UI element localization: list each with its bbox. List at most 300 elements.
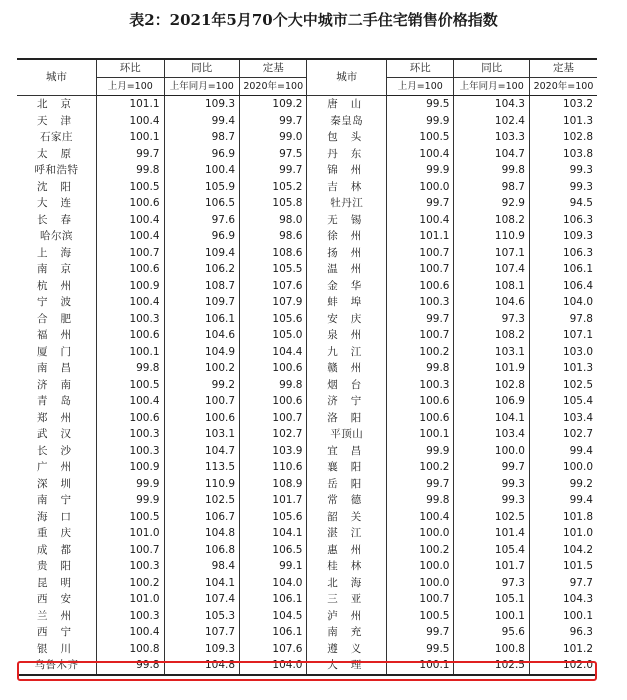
mom-cell: 100.4 (97, 228, 164, 245)
table-row (17, 113, 597, 130)
mom-cell: 100.7 (387, 245, 454, 262)
yoy-cell: 101.9 (454, 360, 530, 377)
fixed-cell: 108.9 (240, 476, 307, 493)
city-cell: 青岛 (37, 395, 85, 407)
yoy-cell: 100.0 (454, 443, 530, 460)
table-row (17, 624, 597, 641)
fixed-cell: 104.0 (529, 294, 597, 311)
city-cell: 泉州 (307, 327, 387, 344)
yoy-cell: 104.7 (164, 443, 240, 460)
city-cell: 济南 (37, 378, 85, 391)
fixed-cell: 107.6 (240, 641, 307, 658)
yoy-cell: 103.1 (454, 344, 530, 361)
yoy-cell: 109.7 (164, 294, 240, 311)
table-row (17, 179, 597, 196)
price-index-table (17, 58, 597, 676)
city-cell: 韶关 (307, 509, 387, 526)
yoy-cell: 109.4 (164, 245, 240, 262)
mom-cell: 101.0 (97, 525, 164, 542)
table-row (17, 641, 597, 658)
mom-cell: 99.7 (387, 195, 454, 212)
table-row (17, 591, 597, 608)
mom-cell: 100.3 (387, 377, 454, 394)
fixed-cell: 98.0 (240, 212, 307, 229)
mom-base-header: 上月=100 (387, 78, 454, 96)
fixed-cell: 105.8 (240, 195, 307, 212)
fixed-cell: 104.5 (240, 608, 307, 625)
mom-cell: 100.4 (97, 294, 164, 311)
fixed-cell: 97.5 (240, 146, 307, 163)
city-cell: 吉林 (307, 179, 387, 196)
mom-cell: 100.7 (387, 591, 454, 608)
highlight-box (17, 661, 597, 681)
mom-cell: 100.3 (97, 608, 164, 625)
fixed-cell: 103.8 (529, 146, 597, 163)
yoy-cell: 96.9 (164, 228, 240, 245)
city-cell: 南昌 (37, 362, 85, 374)
yoy-cell: 107.1 (454, 245, 530, 262)
fixed-cell: 102.7 (240, 426, 307, 443)
yoy-cell: 103.1 (164, 426, 240, 443)
fixed-cell: 105.4 (529, 393, 597, 410)
mom-cell: 99.8 (97, 657, 164, 675)
mom-cell: 100.5 (387, 608, 454, 625)
fixed-cell: 100.1 (529, 608, 597, 625)
table-row (17, 195, 597, 212)
city-cell: 丹东 (307, 146, 387, 163)
yoy-cell: 106.9 (454, 393, 530, 410)
yoy-cell: 100.1 (454, 608, 530, 625)
city-cell: 太原 (37, 147, 85, 160)
yoy-cell: 104.6 (454, 294, 530, 311)
mom-cell: 100.2 (387, 459, 454, 476)
mom-cell: 100.6 (387, 278, 454, 295)
mom-cell: 100.7 (97, 245, 164, 262)
yoy-header: 同比 (454, 59, 530, 78)
mom-cell: 99.7 (387, 476, 454, 493)
yoy-cell: 106.8 (164, 542, 240, 559)
yoy-cell: 102.5 (454, 509, 530, 526)
fixed-cell: 101.3 (529, 360, 597, 377)
mom-cell: 100.4 (97, 212, 164, 229)
fixed-cell: 99.3 (529, 179, 597, 196)
fixed-header: 定基 (529, 59, 597, 78)
city-cell: 深圳 (37, 477, 85, 490)
table-row (17, 327, 597, 344)
yoy-cell: 100.8 (454, 641, 530, 658)
yoy-cell: 97.6 (164, 212, 240, 229)
yoy-cell: 100.2 (164, 360, 240, 377)
yoy-cell: 103.3 (454, 129, 530, 146)
mom-base-header: 上月=100 (97, 78, 164, 96)
fixed-cell: 106.3 (529, 245, 597, 262)
yoy-cell: 102.8 (454, 377, 530, 394)
mom-cell: 100.5 (97, 179, 164, 196)
fixed-cell: 99.3 (529, 162, 597, 179)
city-cell: 赣州 (307, 360, 387, 377)
city-cell: 广州 (37, 461, 85, 473)
fixed-cell: 96.3 (529, 624, 597, 641)
mom-cell: 99.8 (97, 162, 164, 179)
city-cell: 银川 (37, 642, 85, 655)
city-cell: 兰州 (37, 609, 85, 622)
yoy-base-header: 上年同月=100 (454, 78, 530, 96)
mom-cell: 100.6 (387, 410, 454, 427)
city-header-left: 城市 (17, 59, 97, 96)
fixed-cell: 103.0 (529, 344, 597, 361)
mom-cell: 100.6 (97, 195, 164, 212)
mom-cell: 99.8 (97, 360, 164, 377)
city-cell: 桂林 (307, 558, 387, 575)
fixed-cell: 108.6 (240, 245, 307, 262)
fixed-cell: 99.4 (529, 443, 597, 460)
fixed-cell: 99.0 (240, 129, 307, 146)
city-cell: 锦州 (307, 162, 387, 179)
mom-cell: 100.6 (97, 410, 164, 427)
table-row (17, 96, 597, 113)
yoy-cell: 109.3 (164, 96, 240, 113)
mom-cell: 99.8 (387, 492, 454, 509)
mom-cell: 100.1 (97, 344, 164, 361)
mom-cell: 99.7 (97, 146, 164, 163)
yoy-cell: 95.6 (454, 624, 530, 641)
mom-cell: 100.2 (387, 542, 454, 559)
city-cell: 常德 (307, 492, 387, 509)
fixed-cell: 102.7 (529, 426, 597, 443)
city-cell: 秦皇岛 (307, 113, 387, 130)
fixed-cell: 106.3 (529, 212, 597, 229)
yoy-cell: 106.7 (164, 509, 240, 526)
fixed-cell: 103.4 (529, 410, 597, 427)
table-row (17, 542, 597, 559)
fixed-cell: 102.5 (529, 377, 597, 394)
city-cell: 长春 (37, 213, 85, 226)
city-cell: 襄阳 (307, 459, 387, 476)
table-row (17, 377, 597, 394)
yoy-base-header: 上年同月=100 (164, 78, 240, 96)
fixed-cell: 100.6 (240, 360, 307, 377)
mom-cell: 100.7 (387, 327, 454, 344)
fixed-cell: 105.2 (240, 179, 307, 196)
mom-cell: 101.1 (387, 228, 454, 245)
fixed-cell: 99.2 (529, 476, 597, 493)
yoy-cell: 102.5 (454, 657, 530, 675)
yoy-cell: 99.8 (454, 162, 530, 179)
yoy-cell: 104.3 (454, 96, 530, 113)
city-cell: 合肥 (37, 312, 85, 325)
mom-cell: 99.9 (387, 443, 454, 460)
mom-cell: 99.5 (387, 641, 454, 658)
yoy-cell: 110.9 (454, 228, 530, 245)
mom-cell: 100.4 (387, 146, 454, 163)
mom-cell: 100.5 (97, 509, 164, 526)
fixed-cell: 99.8 (240, 377, 307, 394)
fixed-cell: 101.8 (529, 509, 597, 526)
table-row (17, 525, 597, 542)
mom-cell: 99.9 (97, 476, 164, 493)
city-cell: 上海 (37, 246, 85, 259)
yoy-cell: 102.5 (164, 492, 240, 509)
table-row (17, 509, 597, 526)
mom-cell: 100.4 (97, 624, 164, 641)
fixed-cell: 107.6 (240, 278, 307, 295)
city-cell: 厦门 (37, 345, 85, 358)
mom-cell: 100.9 (97, 459, 164, 476)
city-header-right: 城市 (307, 59, 387, 96)
yoy-cell: 107.4 (164, 591, 240, 608)
mom-cell: 100.0 (387, 558, 454, 575)
city-cell: 大理 (307, 657, 387, 675)
yoy-cell: 101.7 (454, 558, 530, 575)
fixed-cell: 99.7 (240, 113, 307, 130)
fixed-cell: 107.1 (529, 327, 597, 344)
mom-cell: 100.5 (387, 129, 454, 146)
mom-cell: 100.7 (97, 542, 164, 559)
city-cell: 包头 (307, 129, 387, 146)
mom-cell: 101.0 (97, 591, 164, 608)
table-row (17, 212, 597, 229)
table-title: 表2：2021年5月70个大中城市二手住宅销售价格指数 (129, 11, 498, 29)
mom-cell: 100.4 (387, 212, 454, 229)
yoy-cell: 106.1 (164, 311, 240, 328)
mom-cell: 100.6 (97, 327, 164, 344)
fixed-cell: 98.6 (240, 228, 307, 245)
fixed-cell: 104.3 (529, 591, 597, 608)
table-row (17, 162, 597, 179)
fixed-cell: 97.7 (529, 575, 597, 592)
city-cell: 湛江 (307, 525, 387, 542)
city-cell: 大连 (37, 197, 85, 209)
city-cell: 牡丹江 (307, 195, 387, 212)
yoy-cell: 100.4 (164, 162, 240, 179)
table-row (17, 492, 597, 509)
mom-cell: 100.1 (97, 129, 164, 146)
city-cell: 惠州 (307, 542, 387, 559)
mom-cell: 100.7 (387, 261, 454, 278)
table-row (17, 278, 597, 295)
mom-cell: 100.1 (387, 426, 454, 443)
mom-cell: 100.3 (97, 558, 164, 575)
yoy-cell: 104.7 (454, 146, 530, 163)
mom-cell: 100.2 (387, 344, 454, 361)
fixed-cell: 103.2 (529, 96, 597, 113)
fixed-cell: 106.1 (240, 624, 307, 641)
fixed-cell: 103.9 (240, 443, 307, 460)
city-cell: 安庆 (307, 311, 387, 328)
city-cell: 蚌埠 (307, 294, 387, 311)
city-cell: 杭州 (37, 279, 85, 292)
city-cell: 重庆 (37, 527, 85, 539)
city-cell: 平顶山 (307, 426, 387, 443)
mom-cell: 99.7 (387, 624, 454, 641)
table-row (17, 443, 597, 460)
table-row (17, 245, 597, 262)
city-cell: 唐山 (307, 96, 387, 113)
table-row (17, 261, 597, 278)
fixed-cell: 106.1 (529, 261, 597, 278)
table-row (17, 476, 597, 493)
mom-cell: 100.3 (97, 426, 164, 443)
yoy-header: 同比 (164, 59, 240, 78)
city-cell: 三亚 (307, 591, 387, 608)
city-cell: 天津 (37, 114, 85, 127)
city-cell: 石家庄 (40, 131, 74, 143)
yoy-cell: 104.9 (164, 344, 240, 361)
yoy-cell: 98.4 (164, 558, 240, 575)
yoy-cell: 99.3 (454, 492, 530, 509)
mom-cell: 100.6 (97, 261, 164, 278)
fixed-cell: 104.1 (240, 525, 307, 542)
fixed-cell: 99.4 (529, 492, 597, 509)
fixed-cell: 100.6 (240, 393, 307, 410)
city-cell: 乌鲁木齐 (17, 657, 97, 675)
mom-cell: 100.3 (97, 311, 164, 328)
mom-cell: 100.2 (97, 575, 164, 592)
city-cell: 哈尔滨 (40, 230, 74, 242)
yoy-cell: 104.1 (164, 575, 240, 592)
fixed-cell: 110.6 (240, 459, 307, 476)
mom-cell: 100.0 (387, 179, 454, 196)
city-cell: 呼和浩特 (34, 164, 79, 176)
mom-cell: 100.5 (97, 377, 164, 394)
table-row (17, 459, 597, 476)
table-row (17, 294, 597, 311)
table-row (17, 410, 597, 427)
fixed-cell: 101.2 (529, 641, 597, 658)
city-cell: 遵义 (307, 641, 387, 658)
mom-cell: 100.0 (387, 525, 454, 542)
mom-cell: 99.5 (387, 96, 454, 113)
city-cell: 扬州 (307, 245, 387, 262)
yoy-cell: 106.2 (164, 261, 240, 278)
mom-cell: 100.3 (387, 294, 454, 311)
yoy-cell: 108.2 (454, 327, 530, 344)
yoy-cell: 113.5 (164, 459, 240, 476)
fixed-cell: 105.0 (240, 327, 307, 344)
mom-cell: 100.0 (387, 575, 454, 592)
yoy-cell: 109.3 (164, 641, 240, 658)
fixed-base-header: 2020年=100 (529, 78, 597, 96)
mom-cell: 101.1 (97, 96, 164, 113)
mom-cell: 100.4 (97, 113, 164, 130)
fixed-cell: 101.3 (529, 113, 597, 130)
yoy-cell: 107.7 (164, 624, 240, 641)
fixed-cell: 101.5 (529, 558, 597, 575)
fixed-cell: 99.7 (240, 162, 307, 179)
table-row (17, 344, 597, 361)
yoy-cell: 98.7 (454, 179, 530, 196)
mom-cell: 100.1 (387, 657, 454, 675)
yoy-cell: 99.4 (164, 113, 240, 130)
fixed-cell: 105.5 (240, 261, 307, 278)
yoy-cell: 100.6 (164, 410, 240, 427)
yoy-cell: 99.7 (454, 459, 530, 476)
city-cell: 海口 (37, 510, 85, 523)
table-row (17, 129, 597, 146)
city-cell: 南京 (37, 263, 85, 275)
city-cell: 昆明 (37, 576, 85, 589)
mom-cell: 100.4 (387, 509, 454, 526)
fixed-cell: 100.0 (529, 459, 597, 476)
yoy-cell: 105.3 (164, 608, 240, 625)
yoy-cell: 104.6 (164, 327, 240, 344)
yoy-cell: 110.9 (164, 476, 240, 493)
city-cell: 南宁 (37, 494, 85, 506)
fixed-cell: 104.0 (240, 575, 307, 592)
city-cell: 烟台 (307, 377, 387, 394)
city-cell: 无锡 (307, 212, 387, 229)
fixed-cell: 107.9 (240, 294, 307, 311)
mom-cell: 99.8 (387, 360, 454, 377)
city-cell: 泸州 (307, 608, 387, 625)
mom-cell: 99.7 (387, 311, 454, 328)
yoy-cell: 108.1 (454, 278, 530, 295)
fixed-cell: 104.0 (240, 657, 307, 675)
mom-cell: 100.3 (97, 443, 164, 460)
city-cell: 福州 (37, 329, 85, 341)
yoy-cell: 103.4 (454, 426, 530, 443)
fixed-cell: 101.7 (240, 492, 307, 509)
mom-header: 环比 (97, 59, 164, 78)
fixed-cell: 109.2 (240, 96, 307, 113)
city-cell: 温州 (307, 261, 387, 278)
city-cell: 北海 (307, 575, 387, 592)
fixed-cell: 106.1 (240, 591, 307, 608)
city-cell: 长沙 (37, 444, 85, 457)
city-cell: 金华 (307, 278, 387, 295)
city-cell: 洛阳 (307, 410, 387, 427)
city-cell: 北京 (37, 98, 85, 110)
fixed-cell: 102.8 (529, 129, 597, 146)
mom-cell: 99.9 (387, 162, 454, 179)
fixed-cell: 105.6 (240, 509, 307, 526)
fixed-cell: 100.7 (240, 410, 307, 427)
mom-cell: 100.6 (387, 393, 454, 410)
fixed-cell: 101.0 (529, 525, 597, 542)
fixed-header: 定基 (240, 59, 307, 78)
city-cell: 成都 (37, 543, 85, 556)
table-row (17, 311, 597, 328)
yoy-cell: 99.2 (164, 377, 240, 394)
city-cell: 西安 (37, 593, 85, 605)
yoy-cell: 100.7 (164, 393, 240, 410)
fixed-cell: 97.8 (529, 311, 597, 328)
yoy-cell: 108.2 (454, 212, 530, 229)
fixed-cell: 104.2 (529, 542, 597, 559)
city-cell: 郑州 (37, 411, 85, 424)
table-row (17, 426, 597, 443)
yoy-cell: 104.8 (164, 525, 240, 542)
yoy-cell: 98.7 (164, 129, 240, 146)
yoy-cell: 108.7 (164, 278, 240, 295)
mom-cell: 100.9 (97, 278, 164, 295)
city-cell: 沈阳 (37, 180, 85, 193)
table-row (17, 608, 597, 625)
yoy-cell: 97.3 (454, 575, 530, 592)
yoy-cell: 104.1 (454, 410, 530, 427)
fixed-cell: 105.6 (240, 311, 307, 328)
table-row (17, 575, 597, 592)
city-cell: 西宁 (37, 626, 85, 638)
fixed-cell: 102.0 (529, 657, 597, 675)
yoy-cell: 99.3 (454, 476, 530, 493)
city-cell: 南充 (307, 624, 387, 641)
mom-cell: 100.4 (97, 393, 164, 410)
mom-cell: 99.9 (387, 113, 454, 130)
yoy-cell: 104.8 (164, 657, 240, 675)
table-row (17, 228, 597, 245)
city-cell: 九江 (307, 344, 387, 361)
